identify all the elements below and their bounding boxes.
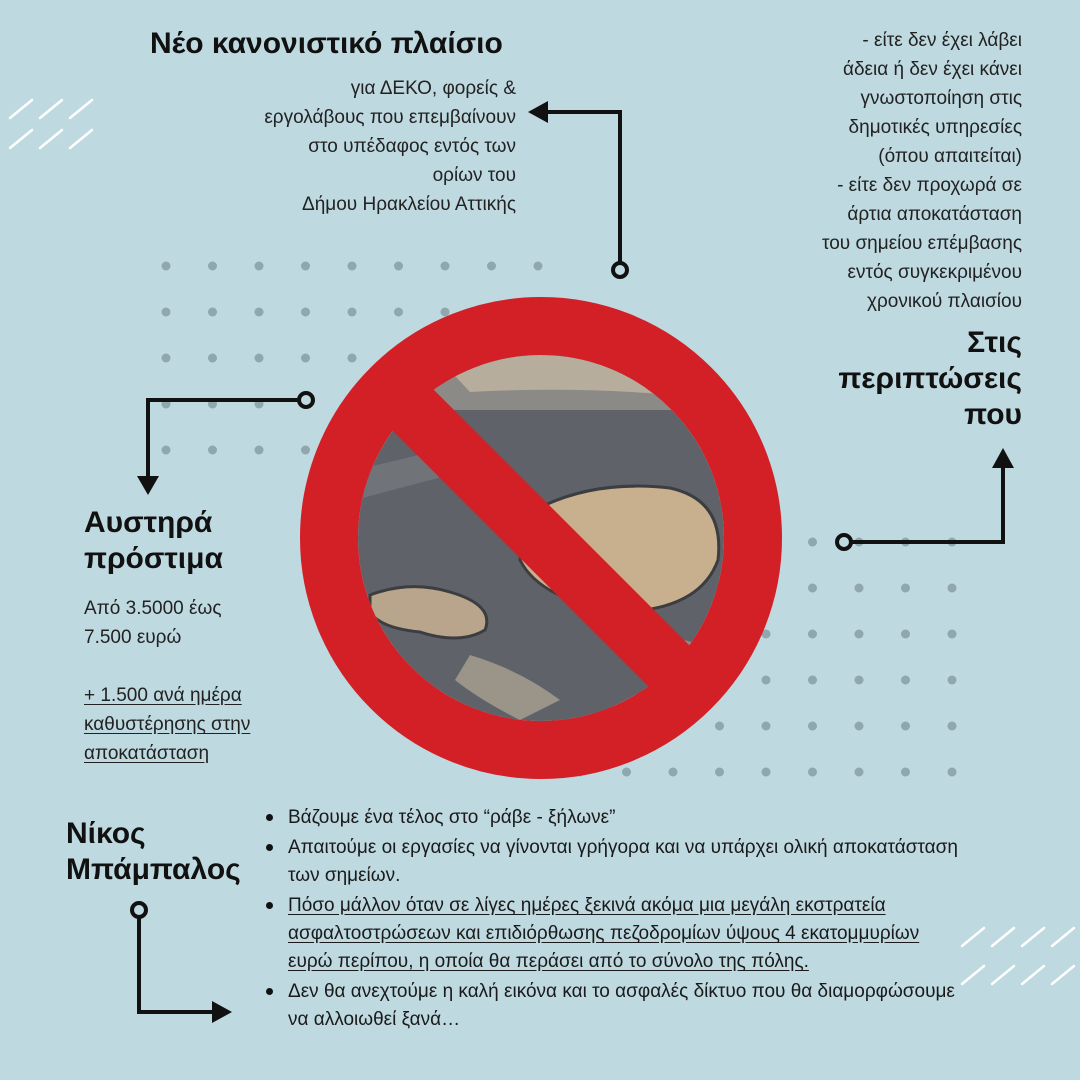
grid-dot bbox=[715, 768, 724, 777]
grid-dot bbox=[901, 630, 910, 639]
grid-dot bbox=[901, 584, 910, 593]
fines-amount-line: 7.500 ευρώ bbox=[84, 627, 182, 648]
grid-dot bbox=[808, 722, 817, 731]
grid-dot bbox=[208, 354, 217, 363]
grid-dot bbox=[208, 262, 217, 271]
title-heading: Νέο κανονιστικό πλαίσιο bbox=[150, 27, 503, 60]
grid-dot bbox=[162, 354, 171, 363]
grid-dot bbox=[808, 676, 817, 685]
cases-line: εντός συγκεκριμένου bbox=[847, 262, 1022, 283]
grid-dot bbox=[394, 262, 403, 271]
grid-dot bbox=[762, 676, 771, 685]
grid-dot bbox=[162, 262, 171, 271]
cases-line: - είτε δεν προχωρά σε bbox=[837, 175, 1022, 196]
grid-dot bbox=[948, 676, 957, 685]
title-line: Δήμου Ηρακλείου Αττικής bbox=[302, 194, 516, 215]
title-line: στο υπέδαφος εντός των bbox=[308, 136, 516, 157]
cases-heading-line: περιπτώσεις bbox=[838, 362, 1022, 395]
connector-title bbox=[528, 101, 627, 277]
cases-line: δημοτικές υπηρεσίες bbox=[848, 117, 1022, 138]
hatch-marks-top-left bbox=[10, 100, 92, 148]
grid-dot bbox=[255, 354, 264, 363]
grid-dot bbox=[855, 676, 864, 685]
grid-dot bbox=[901, 768, 910, 777]
cases-line: χρονικού πλαισίου bbox=[866, 291, 1022, 312]
grid-dot bbox=[855, 630, 864, 639]
cases-line: άρτια αποκατάσταση bbox=[847, 204, 1022, 225]
fines-extra-line: καθυστέρησης στην bbox=[84, 714, 251, 735]
connector-mayor bbox=[132, 903, 232, 1023]
bullet-item-underlined: Πόσο μάλλον όταν σε λίγες ημέρες ξεκινά ακόμα μια μεγάλη εκστρατεία ασφαλτοστρώσεων και επιδιόρθωσης πεζοδρομίων ύψους 4 εκατομμυρίων ευρώ περίπου, η οποία θα περάσει από το σύνολο της πόλης. bbox=[288, 892, 962, 976]
grid-dot bbox=[348, 308, 357, 317]
cases-description bbox=[740, 26, 1022, 316]
mayor-name-line: Νίκος bbox=[66, 817, 146, 850]
grid-dot bbox=[901, 722, 910, 731]
hatch-marks-bottom-right bbox=[962, 928, 1074, 984]
connector-cases bbox=[837, 448, 1014, 549]
grid-dot bbox=[255, 446, 264, 455]
fines-amount bbox=[84, 594, 304, 652]
grid-dot bbox=[208, 308, 217, 317]
grid-dot bbox=[669, 768, 678, 777]
fines-heading-line: Αυστηρά bbox=[84, 506, 213, 539]
grid-dot bbox=[808, 630, 817, 639]
grid-dot bbox=[301, 446, 310, 455]
grid-dot bbox=[948, 584, 957, 593]
grid-dot bbox=[948, 768, 957, 777]
bullet-item: Δεν θα ανεχτούμε η καλή εικόνα και το ασφαλές δίκτυο που θα διαμορφώσουμε να αλλοιωθεί ξανά… bbox=[288, 978, 962, 1034]
grid-dot bbox=[301, 262, 310, 271]
title-description bbox=[190, 74, 516, 219]
fines-extra-line: + 1.500 ανά ημέρα bbox=[84, 685, 242, 706]
prohibition-sign-icon bbox=[329, 326, 753, 750]
grid-dot bbox=[855, 768, 864, 777]
quote-bullets bbox=[262, 804, 962, 1036]
title-line: ορίων του bbox=[432, 165, 516, 186]
fines-amount-line: Από 3.5000 έως bbox=[84, 598, 222, 619]
cases-heading-line: που bbox=[964, 398, 1022, 431]
grid-dot bbox=[487, 262, 496, 271]
grid-dot bbox=[622, 768, 631, 777]
cases-line: (όπου απαιτείται) bbox=[878, 146, 1022, 167]
grid-dot bbox=[808, 768, 817, 777]
title-line: για ΔΕΚΟ, φορείς & bbox=[350, 78, 516, 99]
fines-heading-line: πρόστιμα bbox=[84, 542, 223, 575]
cases-line: γνωστοποίηση στις bbox=[860, 88, 1022, 109]
cases-line: άδεια ή δεν έχει κάνει bbox=[842, 59, 1022, 80]
grid-dot bbox=[301, 354, 310, 363]
fines-extra bbox=[84, 681, 304, 768]
mayor-name bbox=[66, 816, 256, 888]
mayor-name-line: Μπάμπαλος bbox=[66, 853, 241, 886]
grid-dot bbox=[162, 446, 171, 455]
grid-dot bbox=[441, 308, 450, 317]
grid-dot bbox=[948, 630, 957, 639]
cases-line: του σημείου επέμβασης bbox=[821, 233, 1022, 254]
grid-dot bbox=[301, 308, 310, 317]
grid-dot bbox=[948, 722, 957, 731]
grid-dot bbox=[348, 262, 357, 271]
bullet-item: Βάζουμε ένα τέλος στο “ράβε - ξήλωνε” bbox=[288, 804, 962, 832]
title-line: εργολάβους που επεμβαίνουν bbox=[264, 107, 516, 128]
grid-dot bbox=[441, 262, 450, 271]
cases-heading bbox=[800, 325, 1022, 433]
connector-fines bbox=[137, 393, 313, 495]
fines-extra-line: αποκατάσταση bbox=[84, 743, 210, 764]
grid-dot bbox=[808, 538, 817, 547]
grid-dot bbox=[762, 722, 771, 731]
grid-dot bbox=[255, 308, 264, 317]
grid-dot bbox=[808, 584, 817, 593]
bullet-item: Απαιτούμε οι εργασίες να γίνονται γρήγορα και να υπάρχει ολική αποκατάσταση των σημείων. bbox=[288, 834, 962, 890]
cases-line: - είτε δεν έχει λάβει bbox=[862, 30, 1022, 51]
grid-dot bbox=[715, 722, 724, 731]
fines-heading bbox=[84, 505, 304, 577]
grid-dot bbox=[855, 722, 864, 731]
bullet-list bbox=[262, 804, 962, 1034]
cases-heading-line: Στις bbox=[967, 326, 1022, 359]
grid-dot bbox=[855, 584, 864, 593]
grid-dot bbox=[348, 354, 357, 363]
grid-dot bbox=[901, 676, 910, 685]
grid-dot bbox=[534, 262, 543, 271]
grid-dot bbox=[162, 308, 171, 317]
grid-dot bbox=[255, 262, 264, 271]
grid-dot bbox=[394, 308, 403, 317]
grid-dot bbox=[208, 446, 217, 455]
grid-dot bbox=[762, 768, 771, 777]
